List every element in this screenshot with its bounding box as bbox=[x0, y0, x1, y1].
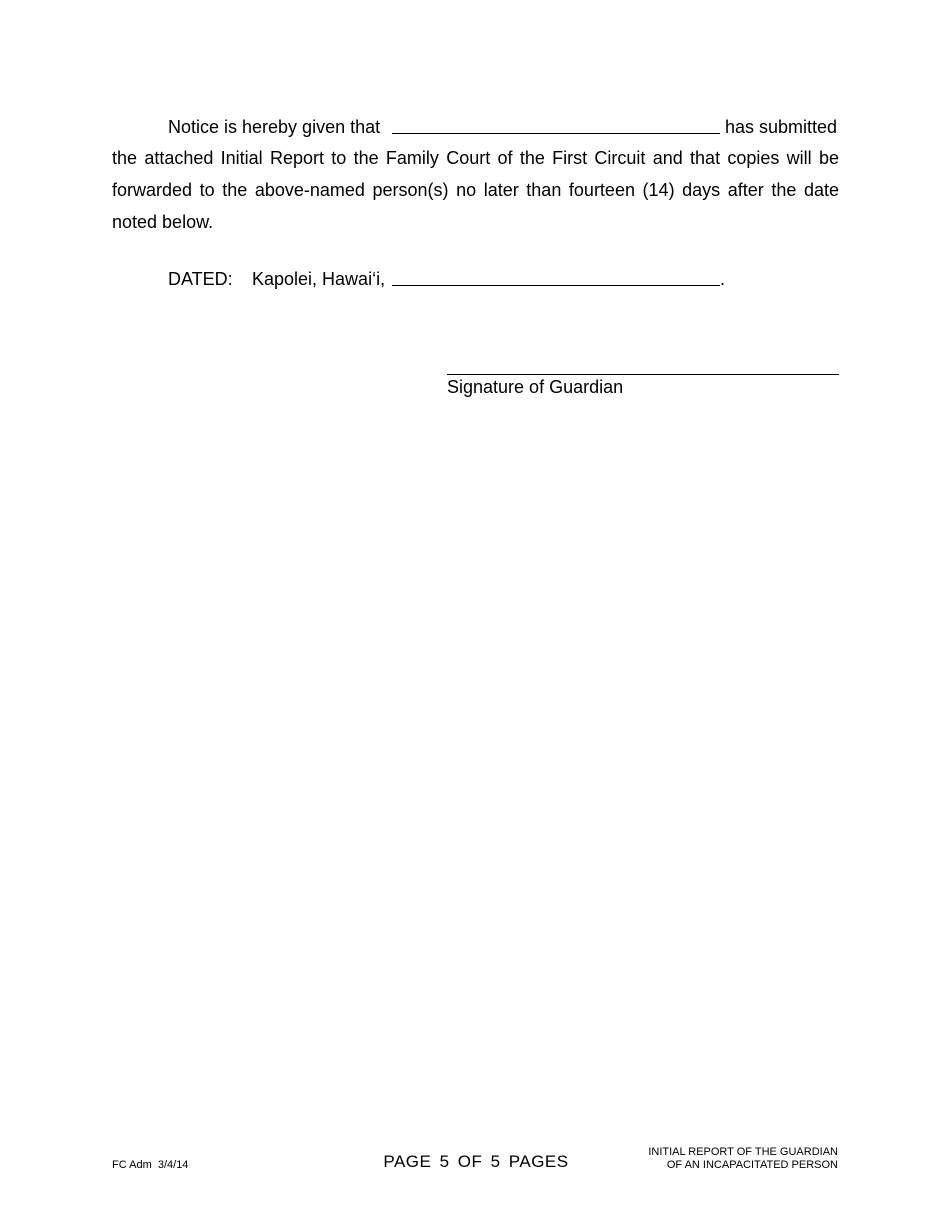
notice-tail-text: has submitted bbox=[725, 117, 838, 137]
form-title-line-1: INITIAL REPORT OF THE GUARDIAN bbox=[648, 1146, 838, 1158]
form-id: FC Adm 3/4/14 bbox=[112, 1159, 189, 1171]
notice-first-line bbox=[168, 114, 842, 140]
form-title bbox=[648, 1146, 838, 1172]
signature-line[interactable] bbox=[447, 374, 839, 375]
signature-label: Signature of Guardian bbox=[447, 377, 624, 397]
form-title-line-2: OF AN INCAPACITATED PERSON bbox=[666, 1159, 838, 1171]
dated-place: Kapolei, Hawai‘i, bbox=[252, 269, 386, 289]
date-blank[interactable] bbox=[392, 285, 720, 286]
dated-line bbox=[168, 266, 768, 292]
notice-body-text: the attached Initial Report to the Family Court of the First Circuit and that copies will be forwarded to the above-named person(s) no later than fourteen (14) days after the date noted below. bbox=[112, 148, 839, 232]
page-indicator: PAGE 5 OF 5 PAGES bbox=[383, 1152, 569, 1171]
dated-label: DATED: bbox=[168, 269, 233, 289]
notice-lead-text: Notice is hereby given that bbox=[168, 117, 381, 137]
guardian-name-blank[interactable] bbox=[392, 133, 720, 134]
dated-period: . bbox=[720, 269, 726, 289]
